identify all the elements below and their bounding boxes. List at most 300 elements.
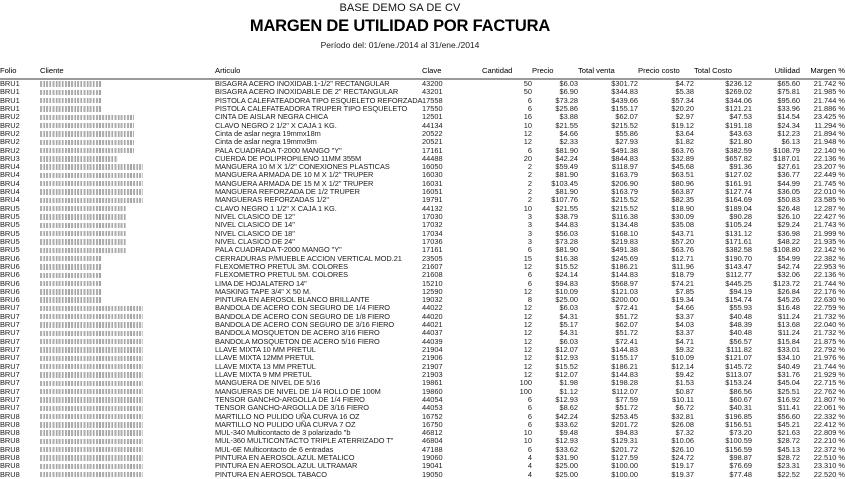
cell-clave: 20521 [422,137,443,147]
redacted-client-name [40,131,134,136]
cell-precio-costo: $26.10 [671,444,694,454]
cell-precio: $6.03 [559,79,578,88]
cell-precio-costo: $6.72 [675,403,694,413]
cell-total-costo: $73.20 [729,428,752,438]
cell-total-venta: $215.52 [611,203,638,213]
cell-clave: 21907 [422,361,443,371]
cell-cliente [40,363,215,371]
cell-precio-costo: $3.37 [675,328,694,338]
cell-cliente [40,304,215,312]
cell-folio: BRU7 [0,369,20,379]
cell-articulo: BANDOLA DE ACERO CON SEGURO DE 1/4 FIERO [215,303,391,313]
cell-clave: 17558 [422,95,443,105]
redacted-client-name [40,189,143,194]
cell-cantidad: 6 [527,444,532,454]
cell-folio: BRU6 [0,286,20,296]
cell-articulo: MUL-360 MULTICONTACTO TRIPLE ATERRIZADO T" [215,436,394,446]
cell-cantidad: 2 [527,178,532,188]
cell-cantidad: 50 [523,79,532,88]
cell-total-venta: $439.66 [611,95,638,105]
cell-cliente [40,196,215,204]
cell-cantidad: 3 [527,220,532,230]
cell-precio: $1.98 [559,378,578,388]
cell-articulo: PINTURA EN AEROSOL BLANCO BRILLANTE [215,295,370,305]
cell-cantidad: 6 [527,278,532,288]
cell-cliente [40,122,215,130]
cell-cantidad: 6 [527,245,532,255]
cell-articulo: MANGUERA REFORZADA DE 1/2 TRUPER [215,187,360,197]
cell-utilidad: $16.92 [777,394,800,404]
redacted-client-name [40,198,143,203]
cell-precio: $16.38 [555,253,578,263]
cell-margen: 22.759 % [813,303,845,313]
cell-folio: BRU8 [0,469,20,479]
cell-precio: $15.52 [555,361,578,371]
cell-cantidad: 12 [523,369,532,379]
cell-utilidad: $32.06 [777,270,800,280]
cell-clave: 16750 [422,419,443,429]
cell-margen: 22.510 % [813,453,845,463]
cell-clave: 44054 [422,394,443,404]
cell-folio: BRU4 [0,162,20,172]
cell-margen: 22.176 % [813,286,845,296]
cell-clave: 16030 [422,170,443,180]
cell-articulo: TENSOR GANCHO-ARGOLLA DE 1/4 FIERO [215,394,365,404]
cell-articulo: FLEXOMETRO PRETUL 5M. COLORES [215,270,348,280]
cell-margen: 22.412 % [813,419,845,429]
cell-cliente [40,346,215,354]
cell-precio-costo: $57.34 [671,95,694,105]
cell-articulo: CERRADURAS P/MUEBLE ACCION VERTICAL MOD.21 [215,253,402,263]
cell-margen: 22.427 % [813,212,845,221]
cell-total-costo: $40.48 [729,311,752,321]
cell-folio: BRU7 [0,320,20,330]
cell-precio-costo: $80.96 [671,178,694,188]
cell-total-venta: $144.83 [611,369,638,379]
cell-folio: BRU5 [0,212,20,221]
cell-cantidad: 10 [523,428,532,438]
cell-clave: 19060 [422,453,443,463]
cell-clave: 20522 [422,128,443,138]
cell-cliente [40,79,215,88]
cell-total-venta: $144.83 [611,270,638,280]
cell-articulo: CINTA DE AISLAR NEGRA CHICA [215,112,329,122]
cell-margen: 22.136 % [813,270,845,280]
cell-total-costo: $382.58 [725,245,752,255]
cell-precio: $81.90 [555,170,578,180]
cell-folio: BRU7 [0,361,20,371]
redacted-client-name [40,223,126,228]
cell-precio-costo: $63.76 [671,245,694,255]
cell-cliente [40,230,215,238]
cell-utilidad: $36.98 [777,228,800,238]
cell-total-costo: $344.06 [725,95,752,105]
cell-utilidad: $15.84 [777,336,800,346]
cell-utilidad: $45.21 [777,419,800,429]
cell-total-venta: $72.41 [615,336,638,346]
cell-clave: 44021 [422,320,443,330]
cell-articulo: Cinta de aslar negra 19mmx18m [215,128,321,138]
cell-utilidad: $31.76 [777,369,800,379]
redacted-client-name [40,314,143,319]
cell-precio-costo: $63.76 [671,145,694,155]
cell-total-venta: $27.93 [615,137,638,147]
cell-utilidad: $44.99 [777,178,800,188]
cell-cliente [40,255,215,263]
cell-articulo: NIVEL CLASICO DE 14" [215,220,295,230]
cell-utilidad: $28.72 [777,453,800,463]
cell-precio: $31.90 [555,453,578,463]
redacted-client-name [40,389,143,394]
cell-clave: 17034 [422,228,443,238]
cell-clave: 19041 [422,461,443,471]
company-name: BASE DEMO SA DE CV [339,2,461,14]
cell-cliente [40,421,215,429]
cell-clave: 17161 [422,145,443,155]
cell-precio-costo: $19.37 [671,469,694,479]
cell-clave: 21906 [422,353,443,363]
cell-cliente [40,454,215,462]
cell-clave: 46804 [422,436,443,446]
cell-precio-costo: $82.35 [671,195,694,205]
cell-clave: 17036 [422,236,443,246]
cell-precio-costo: $10.11 [671,394,694,404]
cell-folio: BRU4 [0,178,20,188]
cell-total-costo: $40.48 [729,328,752,338]
cell-precio: $5.17 [559,320,578,330]
cell-cantidad: 2 [527,195,532,205]
cell-total-venta: $155.17 [611,103,638,113]
cell-clave: 47188 [422,444,443,454]
cell-clave: 19032 [422,295,443,305]
cell-total-costo: $156.51 [725,419,752,429]
cell-precio: $25.00 [555,461,578,471]
cell-total-venta: $491.38 [611,245,638,255]
cell-utilidad: $11.24 [777,328,800,338]
redacted-client-name [40,464,143,469]
cell-articulo: BISAGRA ACERO INOXIDAB.1-1/2" RECTANGULAR [215,79,390,88]
cell-cantidad: 12 [523,328,532,338]
redacted-client-name [40,239,126,244]
cell-precio-costo: $4.72 [675,79,694,88]
cell-total-costo: $269.02 [725,87,752,97]
redacted-client-name [40,273,102,278]
cell-cliente [40,329,215,337]
cell-cantidad: 2 [527,187,532,197]
cell-total-venta: $121.03 [611,286,638,296]
cell-utilidad: $42.74 [777,261,800,271]
cell-utilidad: $14.54 [777,112,800,122]
cell-precio-costo: $7.85 [675,286,694,296]
cell-cliente [40,155,215,163]
cell-folio: BRU4 [0,170,20,180]
cell-cliente [40,379,215,387]
cell-cliente [40,296,215,304]
cell-folio: BRU1 [0,79,20,88]
cell-total-costo: $161.91 [725,178,752,188]
cell-folio: BRU5 [0,203,20,213]
cell-cliente [40,388,215,396]
redacted-client-name [40,414,143,419]
cell-margen: 21.732 % [813,328,845,338]
cell-articulo: LLAVE MIXTA 10 MM PRETUL [215,345,316,354]
cell-precio: $107.76 [551,195,578,205]
redacted-client-name [40,264,102,269]
cell-clave: 44132 [422,203,443,213]
cell-total-venta: $201.72 [611,419,638,429]
cell-cliente [40,446,215,454]
redacted-client-name [40,148,134,153]
cell-precio: $81.90 [555,187,578,197]
cell-margen: 22.140 % [813,145,845,155]
cell-utilidad: $27.61 [777,162,800,172]
cell-articulo: NIVEL CLASICO DE 24" [215,236,295,246]
cell-clave: 17032 [422,220,443,230]
cell-total-venta: $201.72 [611,444,638,454]
cell-total-costo: $112.77 [725,270,752,280]
cell-utilidad: $45.26 [777,295,800,305]
table-row [0,471,845,479]
column-header-clave: Clave [422,66,482,79]
cell-total-costo: $143.47 [725,261,752,271]
cell-articulo: CUERDA DE POLIPROPILENO 11MM 355M [215,153,362,163]
cell-precio: $2.33 [559,137,578,147]
cell-clave: 21903 [422,369,443,379]
cell-cantidad: 10 [523,120,532,130]
redacted-client-name [40,439,143,444]
redacted-client-name [40,81,102,86]
cell-total-venta: $62.07 [615,112,638,122]
cell-cliente [40,113,215,121]
cell-utilidad: $21.63 [777,428,800,438]
cell-folio: BRU6 [0,253,20,263]
cell-total-venta: $163.79 [611,170,638,180]
cell-utilidad: $26.48 [777,203,800,213]
cell-cliente [40,105,215,113]
cell-cliente [40,271,215,279]
cell-articulo: FLEXOMETRO PRETUL 3M. COLORES [215,261,348,271]
cell-precio-costo: $7.32 [675,428,694,438]
cell-total-costo: $48.39 [729,320,752,330]
cell-precio: $94.83 [555,278,578,288]
cell-utilidad: $26.10 [777,212,800,221]
cell-folio: BRU1 [0,95,20,105]
cell-folio: BRU5 [0,236,20,246]
cell-utilidad: $11.41 [777,403,800,413]
cell-total-costo: $98.87 [729,453,752,463]
cell-articulo: MANGUERA 10 M X 1/2" CONEXIONES PLASTICAS [215,162,390,172]
cell-precio: $12.93 [555,436,578,446]
cell-clave: 21608 [422,270,443,280]
cell-clave: 19861 [422,378,443,388]
column-header-margen: Margen % [800,66,845,79]
cell-cantidad: 15 [523,253,532,263]
cell-cantidad: 2 [527,162,532,172]
cell-folio: BRU2 [0,120,20,130]
cell-cantidad: 2 [527,170,532,180]
cell-clave: 44488 [422,153,443,163]
cell-cantidad: 12 [523,353,532,363]
cell-total-costo: $156.59 [725,444,752,454]
cell-folio: BRU7 [0,311,20,321]
cell-articulo: MARTILLO NO PULIDO UÑA CURVA 7 OZ [215,419,356,429]
cell-precio: $33.62 [555,419,578,429]
cell-utilidad: $36.77 [777,170,800,180]
cell-precio: $56.03 [555,228,578,238]
cell-total-venta: $206.90 [611,178,638,188]
cell-margen: 21.732 % [813,311,845,321]
cell-folio: BRU7 [0,303,20,313]
cell-utilidad: $23.31 [777,461,800,471]
cell-precio: $81.90 [555,145,578,155]
cell-articulo: MUL-340 Multicontacto de 3 polarizado "b [215,428,351,438]
cell-total-venta: $94.83 [615,428,638,438]
cell-articulo: CLAVO NEGRO 2 1/2" X CAJA 1 KG. [215,120,337,130]
cell-folio: BRU7 [0,328,20,338]
redacted-client-name [40,430,143,435]
cell-precio-costo: $4.03 [675,320,694,330]
cell-cantidad: 50 [523,87,532,97]
cell-total-venta: $344.83 [611,87,638,97]
cell-cliente [40,246,215,254]
cell-total-costo: $94.19 [729,286,752,296]
cell-cantidad: 4 [527,461,532,471]
cell-articulo: PISTOLA CALEFATEADORA TIPO ESQUELETO REFORZADA [215,95,423,105]
cell-utilidad: $95.60 [777,95,800,105]
cell-articulo: Cinta de aslar negra 19mmx9m [215,137,317,147]
cell-total-costo: $171.61 [725,236,752,246]
redacted-client-name [40,106,102,111]
cell-cliente [40,371,215,379]
cell-total-venta: $129.31 [611,436,638,446]
cell-total-costo: $131.12 [725,228,752,238]
cell-total-venta: $491.38 [611,145,638,155]
cell-total-venta: $100.00 [611,469,638,479]
cell-margen: 21.744 % [813,95,845,105]
cell-cantidad: 10 [523,436,532,446]
cell-articulo: MASKING TAPE 3/4" X 50 M. [215,286,311,296]
cell-precio: $6.03 [559,336,578,346]
cell-clave: 43200 [422,79,443,88]
cell-utilidad: $16.48 [777,303,800,313]
redacted-client-name [40,364,143,369]
cell-precio-costo: $9.32 [675,345,694,354]
redacted-client-name [40,372,143,377]
cell-articulo: TENSOR GANCHO-ARGOLLA DE 3/16 FIERO [215,403,369,413]
cell-cliente [40,288,215,296]
cell-total-venta: $219.83 [611,236,638,246]
cell-precio-costo: $74.21 [671,278,694,288]
cell-cantidad: 4 [527,453,532,463]
cell-precio-costo: $3.37 [675,311,694,321]
cell-cliente [40,221,215,229]
cell-folio: BRU2 [0,112,20,122]
cell-cantidad: 6 [527,95,532,105]
cell-precio: $103.45 [551,178,578,188]
cell-total-venta: $55.86 [615,128,638,138]
cell-precio-costo: $26.08 [671,419,694,429]
column-header-utilidad: Utilidad [752,66,800,79]
redacted-client-name [40,455,143,460]
cell-articulo: MANGUERAS REFORZADAS 1/2" [215,195,329,205]
cell-precio-costo: $20.20 [671,103,694,113]
cell-precio: $12.93 [555,353,578,363]
cell-utilidad: $33.01 [777,345,800,354]
cell-cliente [40,321,215,329]
cell-articulo: NIVEL CLASICO DE 18" [215,228,295,238]
cell-articulo: BANDOLA DE ACERO CON SEGURO DE 1/8 FIERO [215,311,391,321]
cell-precio-costo: $57.20 [671,236,694,246]
cell-articulo: NIVEL CLASICO DE 12" [215,212,295,221]
cell-cantidad: 12 [523,261,532,271]
cell-margen: 22.520 % [813,469,845,479]
cell-precio: $12.07 [555,369,578,379]
cell-cliente [40,205,215,213]
cell-total-venta: $72.41 [615,303,638,313]
column-header-total-costo: Total Costo [694,66,752,79]
cell-total-costo: $40.31 [729,403,752,413]
cell-total-costo: $76.69 [729,461,752,471]
cell-articulo: LLAVE MIXTA 12MM PRETUL [215,353,314,363]
cell-clave: 19860 [422,386,443,396]
cell-margen: 11.294 % [814,120,845,130]
redacted-client-name [40,164,143,169]
cell-clave: 44039 [422,336,443,346]
cell-utilidad: $12.23 [777,128,800,138]
redacted-client-name [40,381,143,386]
cell-margen: 21.745 % [813,178,845,188]
cell-folio: BRU8 [0,419,20,429]
cell-cantidad: 12 [523,303,532,313]
cell-total-venta: $112.07 [611,386,638,396]
cell-clave: 46812 [422,428,443,438]
cell-folio: BRU7 [0,403,20,413]
redacted-client-name [40,472,143,477]
column-header-cliente: Cliente [40,66,215,79]
cell-precio-costo: $9.42 [675,369,694,379]
cell-precio: $42.24 [555,153,578,163]
cell-margen: 21.886 % [813,103,845,113]
cell-precio: $15.52 [555,261,578,271]
table-body [0,79,845,479]
cell-precio-costo: $2.97 [675,112,694,122]
cell-precio: $42.24 [555,411,578,421]
cell-total-costo: $55.93 [729,303,752,313]
cell-precio: $9.48 [559,428,578,438]
cell-precio: $12.93 [555,394,578,404]
cell-precio-costo: $12.14 [671,361,694,371]
cell-margen: 22.449 % [813,170,845,180]
cell-precio-costo: $63.87 [671,187,694,197]
cell-margen: 22.715 % [813,378,845,388]
cell-utilidad: $26.84 [777,286,800,296]
cell-utilidad: $13.68 [777,320,800,330]
redacted-client-name [40,347,143,352]
cell-total-venta: $215.52 [611,120,638,130]
cell-margen: 23.310 % [813,461,845,471]
cell-folio: BRU7 [0,386,20,396]
redacted-client-name [40,98,102,103]
cell-margen: 22.809 % [813,428,845,438]
cell-folio: BRU7 [0,336,20,346]
cell-total-venta: $186.21 [611,361,638,371]
cell-cliente [40,263,215,271]
cell-precio-costo: $10.09 [671,353,694,363]
cell-total-costo: $121.21 [725,103,752,113]
cell-cantidad: 10 [523,203,532,213]
cell-precio: $10.09 [555,286,578,296]
cell-clave: 16051 [422,187,443,197]
